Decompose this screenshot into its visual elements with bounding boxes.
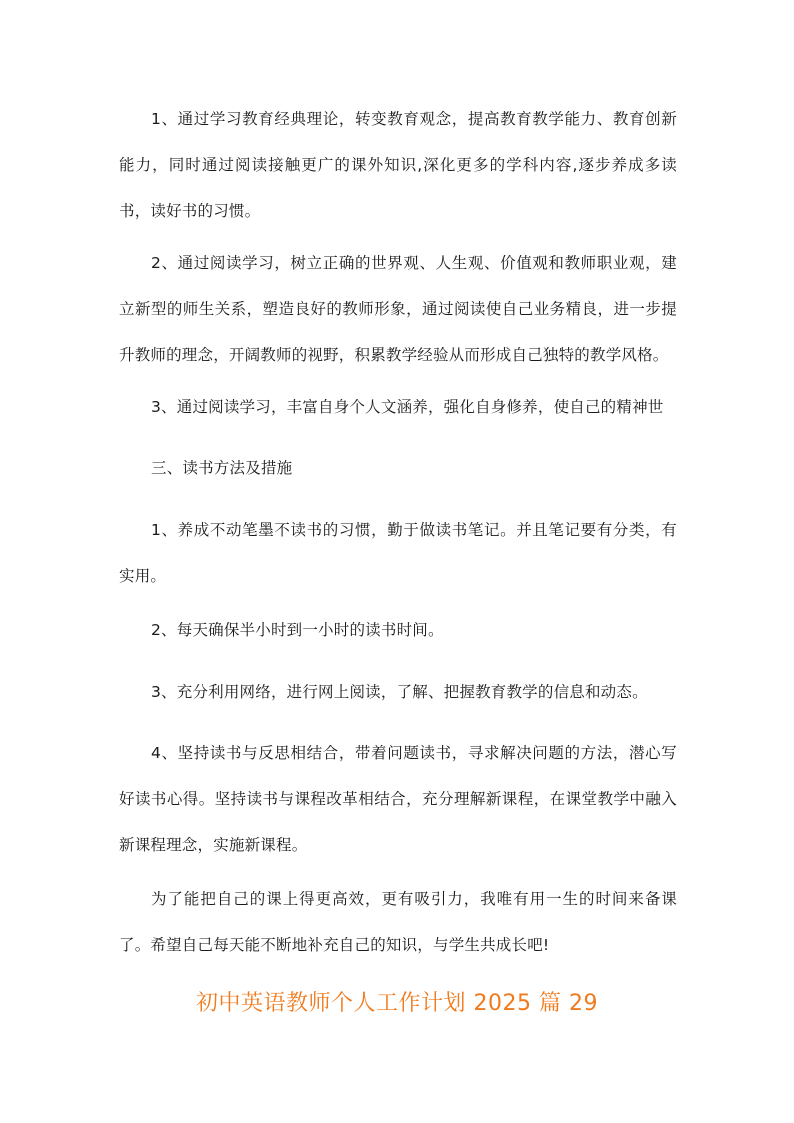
paragraph-method-4: 4、坚持读书与反思相结合，带着问题读书，寻求解决问题的方法，潜心写好读书心得。坚持读书与课程改革相结合，充分理解新课程，在课堂教学中融入新课程理念，实施新课程。	[119, 744, 677, 854]
paragraph-goal-1: 1、通过学习教育经典理论，转变教育观念，提高教育教学能力、教育创新能力，同时通过阅读接触更广的课外知识,深化更多的学科内容,逐步养成多读书，读好书的习惯。	[119, 110, 677, 220]
paragraph-method-3: 3、充分利用网络，进行网上阅读，了解、把握教育教学的信息和动态。	[151, 683, 648, 701]
next-article-title: 初中英语教师个人工作计划 2025 篇 29	[196, 991, 598, 1016]
paragraph-goal-3: 3、通过阅读学习，丰富自身个人文涵养，强化自身修养，使自己的精神世	[151, 398, 664, 416]
paragraph-conclusion: 为了能把自己的课上得更高效，更有吸引力，我唯有用一生的时间来备课了。希望自己每天能不断地补充自己的知识，与学生共成长吧!	[119, 890, 677, 954]
paragraph-goal-2: 2、通过阅读学习，树立正确的世界观、人生观、价值观和教师职业观，建立新型的师生关系，塑造良好的教师形象，通过阅读使自己业务精良，进一步提升教师的理念，开阔教师的视野，积累教学经验从而形成自己独特的教学风格。	[119, 254, 677, 364]
paragraph-method-1: 1、养成不动笔墨不读书的习惯，勤于做读书笔记。并且笔记要有分类，有实用。	[119, 521, 677, 585]
section-heading-methods: 三、读书方法及措施	[151, 459, 293, 477]
paragraph-method-2: 2、每天确保半小时到一小时的读书时间。	[151, 621, 444, 639]
